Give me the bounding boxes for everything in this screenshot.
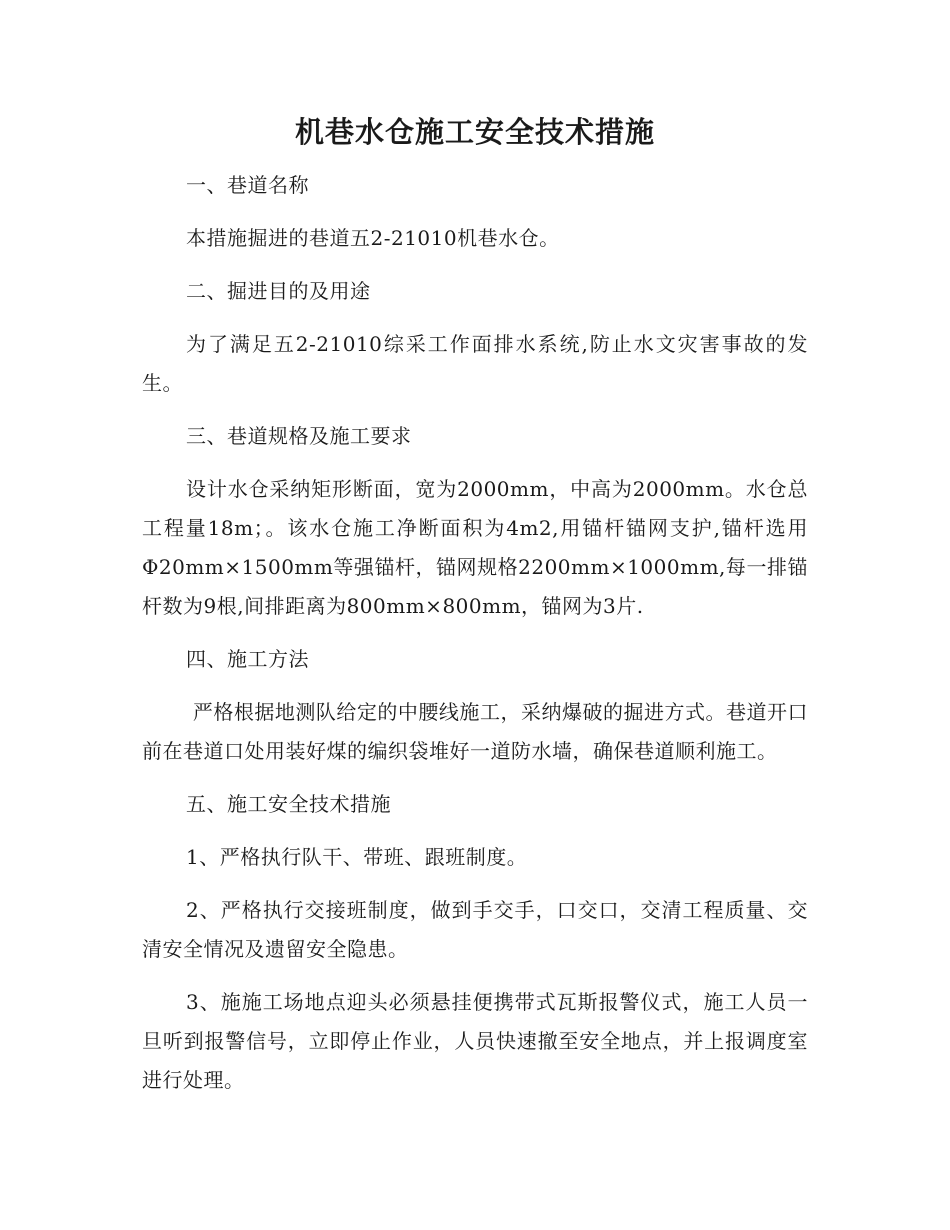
list-item-1: 1、严格执行队干、带班、跟班制度。 xyxy=(186,845,528,869)
paragraph-1: 本措施掘进的巷道五2-21010机巷水仓。 xyxy=(186,226,560,250)
list-item-3: 3、施施工场地点迎头必须悬挂便携带式瓦斯报警仪式，施工人员一旦听到报警信号，立即停止作业，人员快速撤至安全地点，并上报调度室进行处理。 xyxy=(142,990,808,1092)
paragraph-4: 严格根据地测队给定的中腰线施工，采纳爆破的掘进方式。巷道开口前在巷道口处用装好煤的编织袋堆好一道防水墙，确保巷道顺利施工。 xyxy=(142,700,809,763)
section-heading-1: 一、巷道名称 xyxy=(186,173,309,197)
section-heading-5: 五、施工安全技术措施 xyxy=(186,792,391,816)
document-title: 机巷水仓施工安全技术措施 xyxy=(294,115,655,149)
paragraph-3: 设计水仓采纳矩形断面，宽为2000mm，中高为2000mm。水仓总工程量18m；。该水仓施工净断面积为4m2,用锚杆锚网支护,锚杆选用Φ20mm×1500mm等强锚杆，锚网规格2200mm×1000mm,每一排锚杆数为9根,间排距离为800mm×800mm，锚网为3片. xyxy=(142,477,808,618)
paragraph-2: 为了满足五2-21010综采工作面排水系统,防止水文灾害事故的发生。 xyxy=(142,332,808,395)
section-heading-4: 四、施工方法 xyxy=(186,647,309,671)
list-item-2: 2、严格执行交接班制度，做到手交手，口交口，交清工程质量、交清安全情况及遗留安全隐患。 xyxy=(142,898,808,961)
document-body xyxy=(142,166,808,1114)
section-heading-3: 三、巷道规格及施工要求 xyxy=(186,424,412,448)
section-heading-2: 二、掘进目的及用途 xyxy=(186,279,371,303)
